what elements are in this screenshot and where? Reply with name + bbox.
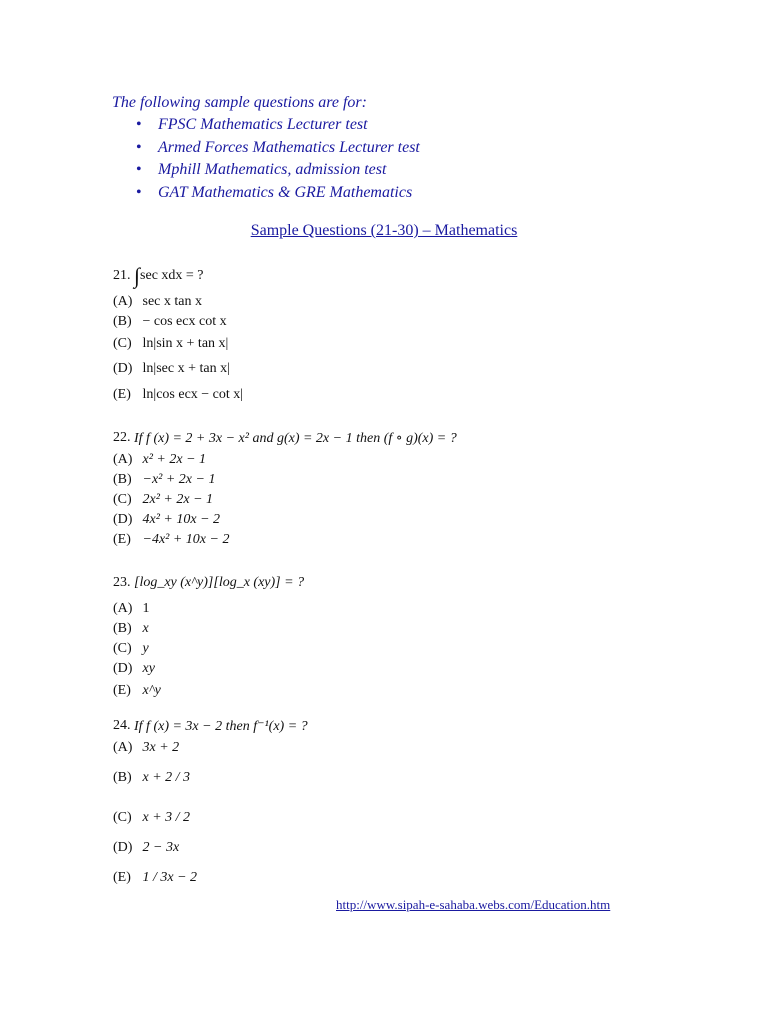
option-text: x² + 2x − 1 (142, 452, 207, 467)
option-b[interactable] (113, 619, 304, 639)
option-text: ln|cos ecx − cot x| (142, 387, 244, 402)
option-label: (D) (113, 361, 133, 376)
option-text: −x² + 2x − 1 (142, 472, 216, 487)
option-text: ln|sec x + tan x| (142, 361, 230, 376)
bullet-icon: • (136, 116, 142, 133)
question-stem-text: If f (x) = 3x − 2 then f⁻¹(x) = ? (134, 718, 308, 734)
option-text: 2x² + 2x − 1 (142, 492, 214, 507)
option-a[interactable] (113, 599, 304, 619)
question-stem-text: If f (x) = 2 + 3x − x² and g(x) = 2x − 1 then (f ∘ g)(x) = ? (134, 430, 457, 446)
option-text: xy (142, 661, 155, 676)
option-label: (A) (113, 452, 133, 467)
option-text: ln|sin x + tan x| (142, 336, 229, 351)
bullet-icon: • (136, 138, 142, 156)
question-number: 23. (113, 575, 131, 590)
question-number: 21. (113, 268, 131, 283)
list-item (112, 114, 420, 137)
integral-sign: ∫ (134, 263, 141, 288)
question-21 (113, 264, 243, 408)
question-number: 24. (113, 718, 131, 733)
option-label: (D) (113, 512, 133, 527)
option-a[interactable] (113, 450, 457, 470)
question-stem (113, 264, 243, 288)
option-text: x^y (142, 683, 161, 698)
option-text: x + 2 / 3 (142, 770, 191, 785)
option-text: − cos ecx cot x (142, 314, 227, 329)
question-stem (113, 571, 304, 595)
option-label: (D) (113, 840, 133, 855)
list-item (112, 159, 420, 182)
question-23 (113, 571, 304, 703)
option-b[interactable] (113, 312, 243, 332)
question-stem-text: [log_xy (x^y)][log_x (xy)] = ? (134, 575, 305, 590)
option-label: (E) (113, 870, 131, 885)
option-label: (B) (113, 621, 132, 636)
option-text: −4x² + 10x − 2 (142, 532, 230, 547)
option-label: (E) (113, 532, 131, 547)
option-label: (C) (113, 492, 132, 507)
option-c[interactable] (113, 332, 243, 356)
option-d[interactable] (113, 356, 243, 382)
option-c[interactable] (113, 639, 304, 659)
option-label: (E) (113, 683, 131, 698)
option-text: x (142, 621, 149, 636)
option-text: y (142, 641, 149, 656)
list-item (112, 182, 420, 205)
intro-item-text: GAT Mathematics & GRE Mathematics (158, 183, 413, 201)
option-e[interactable] (113, 858, 308, 898)
option-label: (B) (113, 770, 132, 785)
intro-list (112, 114, 420, 204)
option-label: (D) (113, 661, 133, 676)
bullet-icon: • (136, 161, 142, 178)
option-text: sec x tan x (142, 294, 202, 309)
list-item (112, 137, 420, 160)
option-text: 1 (142, 601, 150, 616)
option-a[interactable] (113, 738, 308, 758)
intro-block (112, 92, 420, 204)
option-c[interactable] (113, 798, 308, 838)
option-d[interactable] (113, 659, 304, 679)
question-22 (113, 426, 457, 550)
footer-link[interactable]: http://www.sipah-e-sahaba.webs.com/Education.htm (336, 897, 611, 912)
option-d[interactable] (113, 510, 457, 530)
intro-item-text: FPSC Mathematics Lecturer test (158, 116, 368, 133)
option-label: (C) (113, 336, 132, 351)
option-label: (B) (113, 472, 132, 487)
option-label: (C) (113, 641, 132, 656)
option-label: (B) (113, 314, 132, 329)
option-a[interactable] (113, 292, 243, 312)
option-label: (A) (113, 294, 133, 309)
option-label: (A) (113, 601, 133, 616)
option-text: 3x + 2 (142, 740, 180, 755)
intro-item-text: Armed Forces Mathematics Lecturer test (158, 138, 420, 156)
option-text: 2 − 3x (142, 840, 180, 855)
intro-item-text: Mphill Mathematics, admission test (158, 161, 387, 178)
option-b[interactable] (113, 758, 308, 798)
option-e[interactable] (113, 679, 304, 703)
option-c[interactable] (113, 490, 457, 510)
question-number: 22. (113, 430, 131, 445)
intro-lead: The following sample questions are for: (112, 94, 367, 111)
option-text: 1 / 3x − 2 (142, 870, 198, 885)
option-e[interactable] (113, 530, 457, 550)
question-24 (113, 714, 308, 898)
bullet-icon: • (136, 183, 142, 201)
option-text: x + 3 / 2 (142, 810, 191, 825)
option-b[interactable] (113, 470, 457, 490)
question-stem-text: sec xdx = ? (140, 268, 204, 283)
option-label: (E) (113, 387, 131, 402)
option-label: (C) (113, 810, 132, 825)
option-e[interactable] (113, 382, 243, 408)
question-stem (113, 426, 457, 450)
option-text: 4x² + 10x − 2 (142, 512, 221, 527)
option-d[interactable] (113, 838, 308, 858)
section-title: Sample Questions (21-30) – Mathematics (250, 222, 518, 239)
option-label: (A) (113, 740, 133, 755)
question-stem (113, 714, 308, 738)
